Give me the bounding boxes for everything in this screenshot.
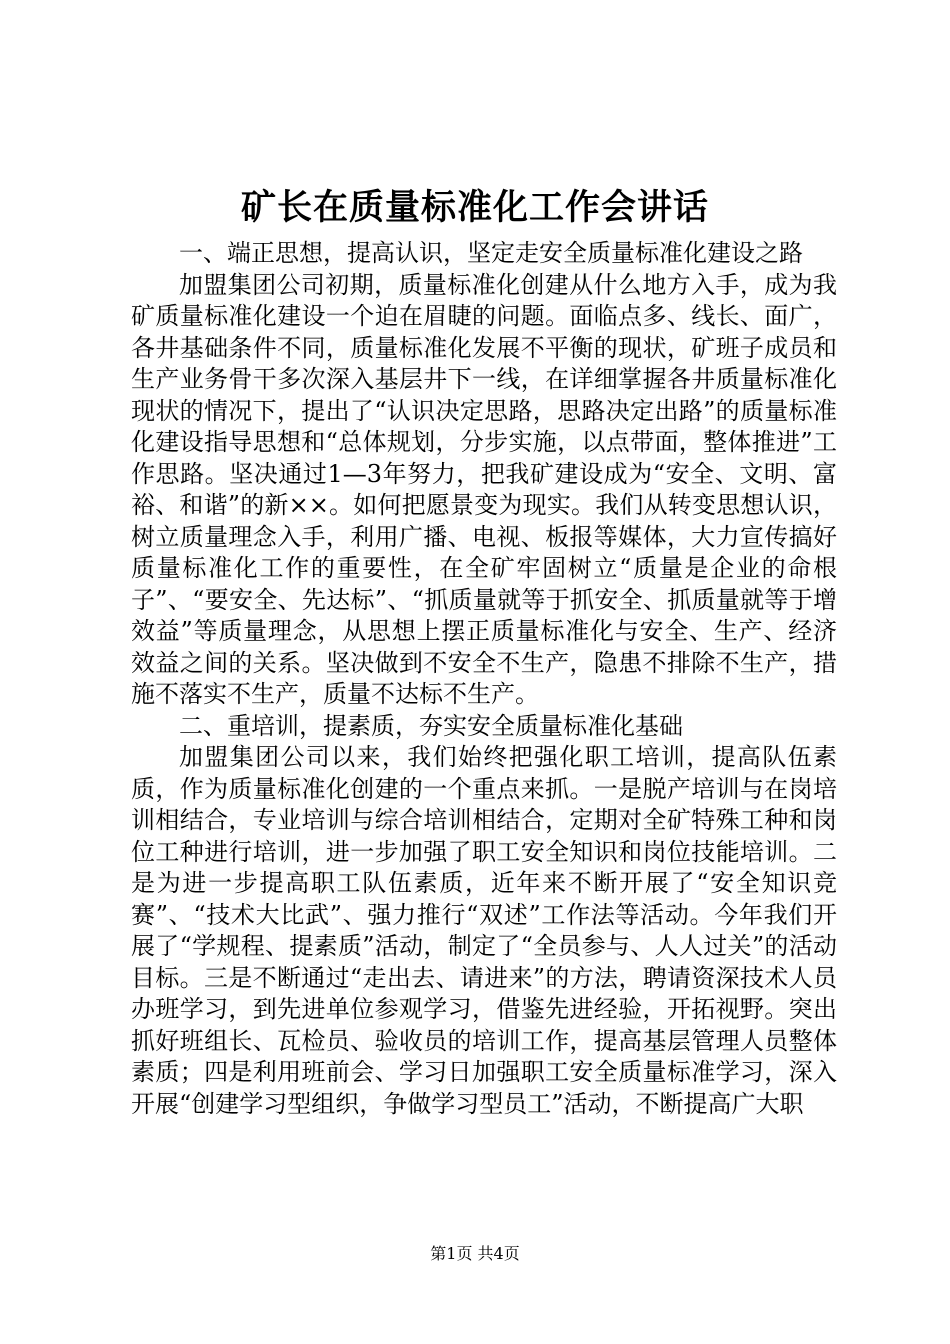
document-title: 矿长在质量标准化工作会讲话 — [240, 187, 709, 228]
section-heading-1: 一、端正思想，提高认识，坚定走安全质量标准化建设之路 — [179, 239, 803, 267]
document-body — [131, 238, 837, 1120]
section-heading-2: 二、重培训，提素质，夯实安全质量标准化基础 — [179, 711, 683, 740]
paragraph: 加盟集团公司以来，我们始终把强化职工培训，提高队伍素质，作为质量标准化创建的一个重点来抓。一是脱产培训与在岗培训相结合，专业培训与综合培训相结合，定期对全矿特殊工种和岗位工种进行培训，进一步加强了职工安全知识和岗位技能培训。二是为进一步提高职工队伍素质，近年来不断开展了“安全知识竞赛”、“技术大比武”、强力推行“双述”工作法等活动。今年我们开展了“学规程、提素质”活动，制定了“全员参与、人人过关”的活动目标。三是不断通过“走出去、请进来”的方法，聘请资深技术人员办班学习，到先进单位参观学习，借鉴先进经验，开拓视野。突出抓好班组长、瓦检员、验收员的培训工作，提高基层管理人员整体素质；四是利用班前会、学习日加强职工安全质量标准学习，深入开展“创建学习型组织，争做学习型员工”活动，不断提高广大职 — [131, 743, 837, 1118]
page-footer: 第1页 共4页 — [430, 1244, 520, 1263]
paragraph: 加盟集团公司初期，质量标准化创建从什么地方入手，成为我矿质量标准化建设一个迫在眉睫的问题。面临点多、线长、面广，各井基础条件不同，质量标准化发展不平衡的现状，矿班子成员和生产业务骨干多次深入基层井下一线，在详细掌握各井质量标准化现状的情况下，提出了“认识决定思路，思路决定出路”的质量标准化建设指导思想和“总体规划，分步实施，以点带面，整体推进”工作思路。坚决通过1—3年努力，把我矿建设成为“安全、文明、富裕、和谐”的新××。如何把愿景变为现实。我们从转变思想认识，树立质量理念入手，利用广播、电视、板报等媒体，大力宣传搞好质量标准化工作的重要性，在全矿牢固树立“质量是企业的命根子”、“要安全、先达标”、“抓质量就等于抓安全、抓质量就等于增效益”等质量理念，从思想上摆正质量标准化与安全、生产、经济效益之间的关系。坚决做到不安全不生产，隐患不排除不生产，措施不落实不生产，质量不达标不生产。 — [131, 270, 837, 708]
